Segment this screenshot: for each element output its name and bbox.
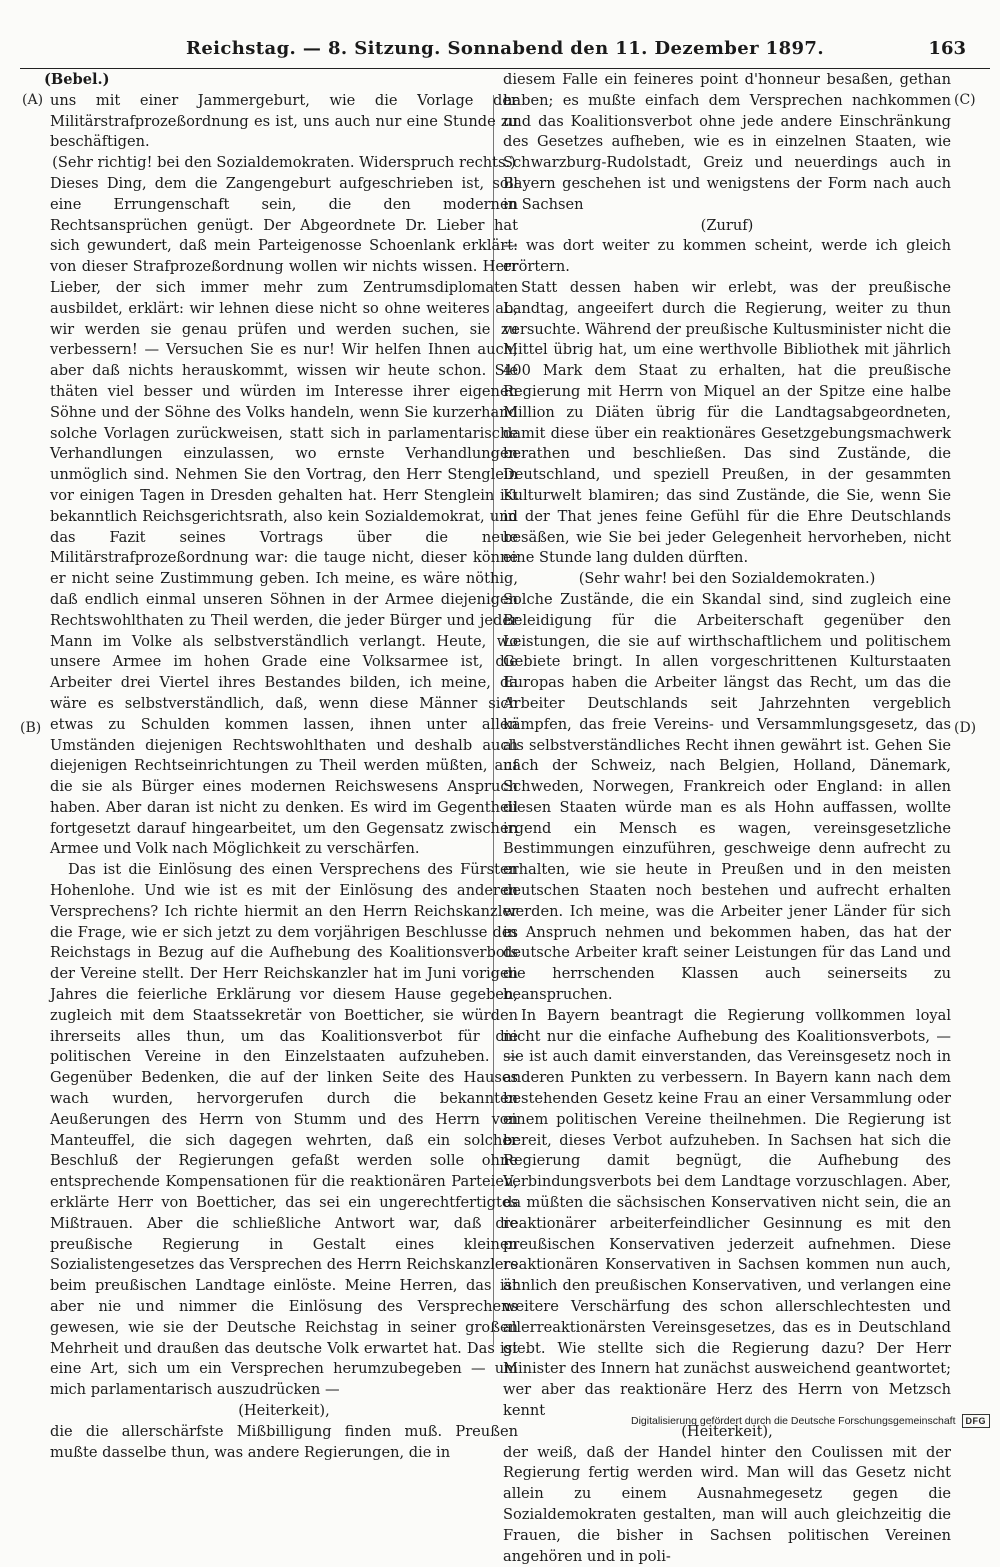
- left-column: [44, 70, 518, 1463]
- header-title: Reichstag. — 8. Sitzung. Sonnabend den 11. Dezember 1897.: [185, 38, 825, 59]
- right-paragraph-4: Solche Zustände, die ein Skandal sind, sind zugleich eine Beleidigung für die Arbeiterschaft gegenüber den Leistungen, die sie auf wirthschaftlichem und politischem Gebiete bringt. In allen vorgeschrittenen Kulturstaaten Europas haben die Arbeiter längst das Recht, um das die Arbeiter Deutschlands seit Jahrzehnten vergeblich kämpfen, das freie Vereins- und Versammlungsgesetz, das als selbstverständliches Recht ihnen gewährt ist. Gehen Sie nach der Schweiz, nach Belgien, Holland, Dänemark, Schweden, Norwegen, Frankreich oder England: in allen diesen Staaten würde man es als Hohn auffassen, wollte irgend ein Mensch es wagen, vereinsgesetzliche Bestimmungen einzuführen, geschweige denn aufrecht zu erhalten, wie sie heute in Preußen und in den meisten deutschen Staaten noch bestehen und aufrecht erhalten werden. Ich meine, was die Arbeiter jener Länder für sich in Anspruch nehmen und bekommen haben, das hat der deutsche Arbeiter kraft seiner Leistungen für das Land und die herrschenden Klassen auch seinerseits zu beanspruchen.: [503, 590, 951, 1004]
- left-interjection-2: (Heiterkeit),: [238, 1402, 330, 1419]
- margin-marker-c: (C): [954, 92, 976, 108]
- right-paragraph-6: der weiß, daß der Handel hinter den Coulissen mit der Regierung fertig werden wird. Man will das Gesetz nicht allein zu einem Ausnahmegesetz gegen die Sozialdemokraten gestalten, man will auch gleichzeitig die Frauen, die bisher in Sachsen politischen Vereinen angehören und in poli-: [503, 1443, 951, 1565]
- speaker-label: (Bebel.): [44, 71, 110, 88]
- footer-text: Digitalisierung gefördert durch die Deutsche Forschungsgemeinschaft: [630, 1415, 956, 1427]
- right-column: [503, 70, 951, 1567]
- right-paragraph-5: In Bayern beantragt die Regierung vollkommen loyal nicht nur die einfache Aufhebung des Koalitionsverbots, — sie ist auch damit einverstanden, das Vereinsgesetz noch in anderen Punkten zu verbessern. In Bayern kann nach dem bestehenden Gesetz keine Frau an einer Versammlung oder einem politischen Vereine theilnehmen. Die Regierung ist bereit, dieses Verbot aufzuheben. In Sachsen hat sich die Regierung damit begnügt, die Aufhebung des Verbindungsverbots bei dem Landtage vorzuschlagen. Aber, da müßten die sächsischen Konservativen nicht sein, die an reaktionärer arbeiterfeindlicher Gesinnung es mit den preußischen Konservativen jederzeit aufnehmen. Diese reaktionären Konservativen in Sachsen kommen nun auch, ähnlich den preußischen Konservativen, und verlangen eine weitere Verschärfung des schon allerschlechtesten und allerreaktionärsten Vereinsgesetzes, das es in Deutschland giebt. Wie stellte sich die Regierung dazu? Der Herr Minister des Innern hat zunächst ausweichend geantwortet; wer aber das reaktionäre Herz des Herrn von Metzsch kennt: [503, 1006, 951, 1419]
- left-paragraph-2: Dieses Ding, dem die Zangengeburt aufgeschrieben ist, soll eine Errungenschaft sein, die den modernen Rechtsansprüchen genügt. Der Abgeordnete Dr. Lieber hat sich gewundert, daß mein Parteigenosse Schoenlank erklärt: von dieser Strafprozeßordnung wollen wir nichts wissen. Herr Lieber, der sich immer mehr zum Zentrumsdiplomaten ausbildet, erklärt: wir lehnen diese nicht so ohne weiteres ab, wir werden sie genau prüfen und werden suchen, sie zu verbessern! — Versuchen Sie es nur! Wir helfen Ihnen auch; aber daß nichts herauskommt, wissen wir heute schon. Sie thäten viel besser und würden im Interesse ihrer eigenen Söhne und der Söhne des Volks handeln, wenn Sie kurzerhand solche Vorlagen zurückweisen, statt sich in parlamentarische Verhandlungen einzulassen, wo ernste Verhandlungen unmöglich sind. Nehmen Sie den Vortrag, den Herr Stenglein vor einigen Tagen in Dresden gehalten hat. Herr Stenglein ist bekanntlich Reichsgerichtsrath, also kein Sozialdemokrat, und das Fazit seines Vortrags über die neue Militärstrafprozeßordnung war: die tauge nicht, dieser könne er nicht seine Zustimmung geben. Ich meine, es wäre nöthig, daß endlich einmal unseren Söhnen in der Armee diejenigen Rechtswohlthaten zu Theil werden, die jeder Bürger und jeder Mann im Volke als selbstverständlich verlangt. Heute, wo unsere Armee im hohen Grade eine Volksarmee ist, die Arbeiter drei Viertel ihres Bestandes bilden, ich meine, da wäre es selbstverständlich, daß, wenn diese Männer sich etwas zu Schulden kommen lassen, ihnen unter allen Umständen diejenigen Rechtswohlthaten und deshalb auch diejenigen Rechtseinrichtungen zu Theil werden müßten, auf die sie als Bürger eines modernen Reichswesens Anspruch haben. Aber daran ist nicht zu denken. Es wird im Gegentheil fortgesetzt darauf hingearbeitet, um den Gegensatz zwischen Armee und Volk nach Möglichkeit zu verschärfen.: [50, 174, 518, 858]
- right-interjection-3: (Heiterkeit),: [681, 1422, 773, 1440]
- margin-marker-d: (D): [954, 720, 977, 736]
- page-number: 163: [928, 38, 966, 59]
- right-paragraph-1: diesem Falle ein feineres point d'honneur besaßen, gethan haben; es mußte einfach dem Versprechen nachkommen und das Koalitionsverbot ohne jede andere Einschränkung des Gesetzes aufheben, wie es in einzelnen Staaten, wie Schwarzburg-Rudolstadt, Greiz und neuerdings auch in Bayern geschehen ist und wenigstens der Form nach auch in Sachsen: [503, 71, 951, 213]
- right-interjection-1: (Zuruf): [700, 216, 754, 234]
- running-header: [20, 38, 990, 69]
- right-interjection-2: (Sehr wahr! bei den Sozialdemokraten.): [578, 570, 876, 588]
- footer-credit: [631, 1414, 990, 1428]
- right-paragraph-3: Statt dessen haben wir erlebt, was der preußische Landtag, angeeifert durch die Regierung, weiter zu thun versuchte. Während der preußische Kultusminister nicht die Mittel übrig hat, um eine werthvolle Bibliothek mit jährlich 400 Mark dem Staat zu erhalten, hat die preußische Regierung mit Herrn von Miquel an der Spitze eine halbe Million zu Diäten übrig für die Landtagsabgeordneten, damit diese über ein reaktionäres Gesetzgebungsmachwerk berathen und beschließen. Das sind Zustände, die Deutschland, und speziell Preußen, in der gesammten Kulturwelt blamiren; das sind Zustände, die Sie, wenn Sie in der That jenes feine Gefühl für die Ehre Deutschlands besäßen, wie Sie bei jeder Gelegenheit hervorheben, nicht eine Stunde lang dulden dürften.: [503, 278, 951, 567]
- left-paragraph-3: Das ist die Einlösung des einen Versprechens des Fürsten Hohenlohe. Und wie ist es mit der Einlösung des anderen Versprechens? Ich richte hiermit an den Herrn Reichskanzler die Frage, wie er sich jetzt zu dem vorjährigen Beschlusse des Reichstags in Bezug auf die Aufhebung des Koalitionsverbots der Vereine stellt. Der Herr Reichskanzler hat im Juni vorigen Jahres die feierliche Erklärung vor diesem Hause gegeben, zugleich mit dem Staatssekretär von Boetticher, sie würden ihrerseits alles thun, um das Koalitionsverbot für die politischen Vereine in den Einzelstaaten aufzuheben. — Gegenüber Bedenken, die auf der linken Seite des Hauses wach wurden, hervorgerufen durch die bekannten Aeußerungen des Herrn von Stumm und des Herrn von Manteuffel, die sich dagegen wehrten, daß ein solcher Beschluß der Regierungen gefaßt werden solle ohne entsprechende Kompensationen für die reaktionären Parteien, erklärte Herr von Boetticher, das sei ein ungerechtfertigtes Mißtrauen. Aber die schließliche Antwort war, daß die preußische Regierung in Gestalt eines kleinen Sozialistengesetzes das Versprechen des Herrn Reichskanzlers beim preußischen Landtage einlöste. Meine Herren, das ist aber nie und nimmer die Einlösung des Versprechens gewesen, wie sie der Deutsche Reichstag in seiner großen Mehrheit und draußen das deutsche Volk erwartet hat. Das ist eine Art, sich um ein Versprechen herumzubegeben — um mich parlamentarisch auszudrücken —: [50, 861, 518, 1399]
- right-paragraph-2: — was dort weiter zu kommen scheint, werde ich gleich erörtern.: [503, 237, 951, 276]
- left-paragraph-1: uns mit einer Jammergeburt, wie die Vorlage der Militärstrafprozeßordnung es ist, uns auch nur eine Stunde zu beschäftigen.: [50, 91, 518, 151]
- margin-marker-b: (B): [20, 720, 42, 736]
- left-interjection-1: (Sehr richtig! bei den Sozialdemokraten. Widerspruch rechts.): [52, 154, 516, 172]
- left-paragraph-4: die die allerschärfste Mißbilligung finden muß. Preußen mußte dasselbe thun, was andere Regierungen, die in: [50, 1422, 518, 1461]
- dfg-logo: DFG: [962, 1414, 991, 1428]
- margin-marker-a: (A): [22, 92, 44, 108]
